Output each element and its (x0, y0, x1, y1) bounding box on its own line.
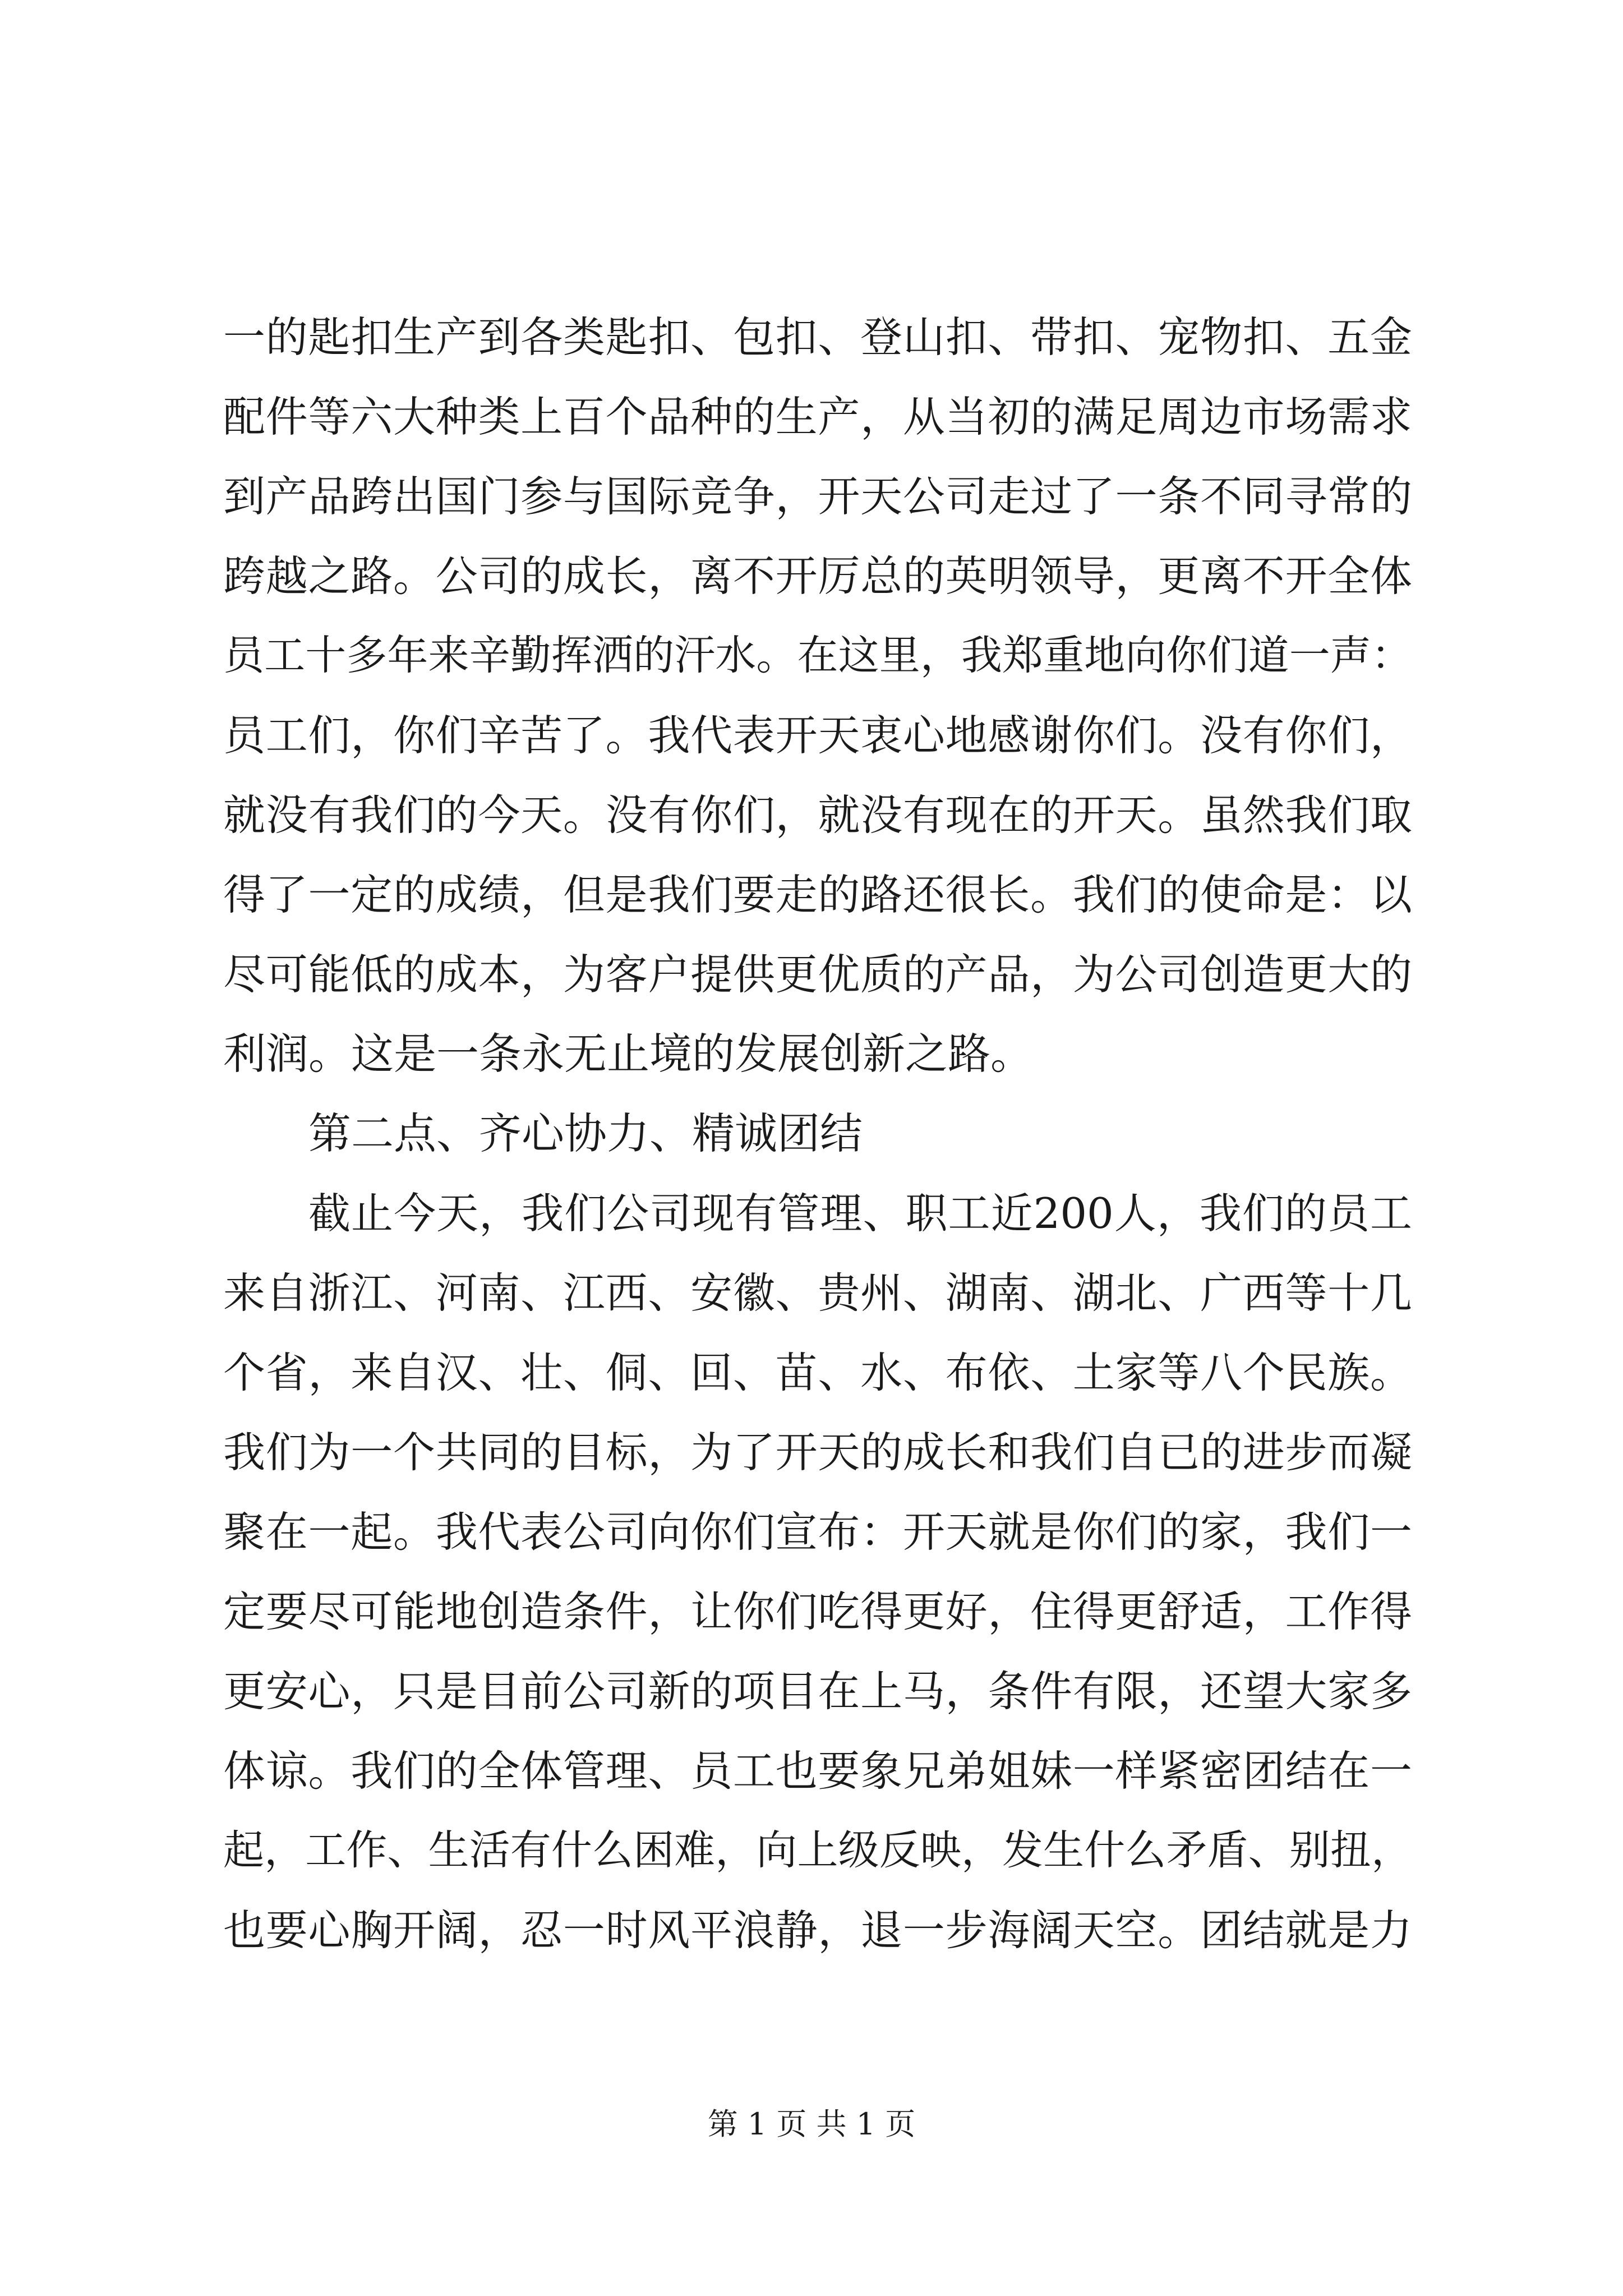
text-line: 尽可能低的成本，为客户提供更优质的产品，为公司创造更大的 (223, 950, 1412, 999)
text-line: 更安心，只是目前公司新的项目在上马，条件有限，还望大家多 (223, 1667, 1412, 1716)
body-text (223, 297, 1412, 1970)
text-line: 到产品跨出国门参与国际竞争，开天公司走过了一条不同寻常的 (223, 472, 1412, 521)
text-line: 起，工作、生活有什么困难，向上级反映，发生什么矛盾、别扭， (223, 1826, 1412, 1874)
text-line: 跨越之路。公司的成长，离不开厉总的英明领导，更离不开全体 (223, 551, 1412, 601)
text-line: 聚在一起。我代表公司向你们宣布：开天就是你们的家，我们一 (223, 1507, 1412, 1557)
text-line: 我们为一个共同的目标，为了开天的成长和我们自已的进步而凝 (223, 1428, 1412, 1477)
page-footer: 第 1 页 共 1 页 (707, 2106, 916, 2142)
text-line: 员工们，你们辛苦了。我代表开天衷心地感谢你们。没有你们， (223, 711, 1412, 760)
text-line: 定要尽可能地创造条件，让你们吃得更好，住得更舒适，工作得 (223, 1587, 1412, 1636)
text-line: 配件等六大种类上百个品种的生产，从当初的满足周边市场需求 (223, 392, 1412, 441)
text-line: 截止今天，我们公司现有管理、职工近200人，我们的员工 (308, 1189, 1412, 1238)
section-heading: 第二点、齐心协力、精诚团结 (308, 1108, 863, 1158)
text-line: 员工十多年来辛勤挥洒的汗水。在这里，我郑重地向你们道一声： (223, 632, 1412, 679)
text-line: 来自浙江、河南、江西、安徽、贵州、湖南、湖北、广西等十几 (223, 1268, 1412, 1318)
text-line: 利润。这是一条永无止境的发展创新之路。 (223, 1029, 1033, 1079)
text-line: 一的匙扣生产到各类匙扣、包扣、登山扣、带扣、宠物扣、五金 (223, 312, 1412, 362)
text-line: 个省，来自汉、壮、侗、回、苗、水、布依、土家等八个民族。 (223, 1348, 1412, 1397)
text-line: 体谅。我们的全体管理、员工也要象兄弟姐妹一样紧密团结在一 (223, 1746, 1412, 1796)
text-line: 也要心胸开阔，忍一时风平浪静，退一步海阔天空。团结就是力 (223, 1906, 1412, 1955)
text-line: 就没有我们的今天。没有你们，就没有现在的开天。虽然我们取 (223, 790, 1412, 840)
text-line: 得了一定的成绩，但是我们要走的路还很长。我们的使命是：以 (223, 870, 1412, 919)
